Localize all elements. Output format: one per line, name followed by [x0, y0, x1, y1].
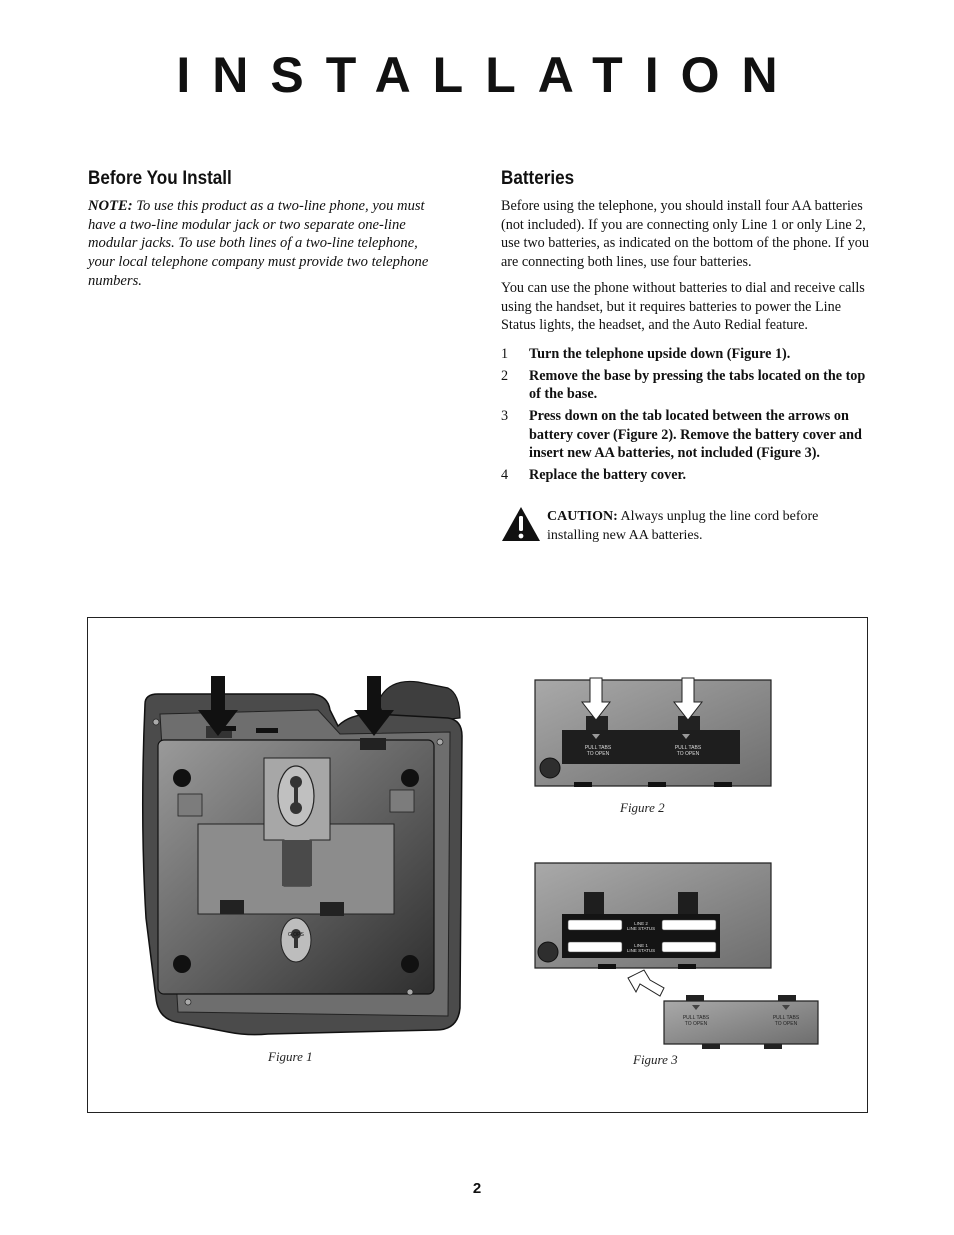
batteries-paragraph-2: You can use the phone without batteries to dial and receive calls using the handset, but it requires batteries to power the Line Status lights, the headset, and the Auto Redial feature. — [501, 279, 865, 334]
pull-tabs-label: TO OPEN — [774, 1021, 798, 1027]
keyhole-label: G OPS — [288, 932, 304, 938]
step-item — [501, 367, 873, 404]
figure-2-caption: Figure 2 — [620, 800, 665, 815]
step-item — [501, 407, 873, 463]
warning-triangle-icon — [501, 506, 541, 542]
figure-2-battery-cover — [535, 678, 771, 787]
caution-text — [547, 507, 873, 545]
figure-3-battery-compartment — [535, 863, 818, 1049]
caution-notice — [501, 507, 873, 545]
pull-tabs-label: TO OPEN — [684, 1021, 708, 1027]
line-status-label: LINE 1 — [634, 943, 648, 948]
pull-tabs-label: PULL TABS — [772, 1015, 800, 1021]
pull-tabs-label: PULL TABS — [584, 745, 612, 751]
step-text: Turn the telephone upside down (Figure 1). — [529, 345, 791, 362]
line-status-label: LINE 2 — [634, 921, 648, 926]
pull-tabs-label: PULL TABS — [682, 1015, 710, 1021]
step-text: Press down on the tab located between the arrows on battery cover (Figure 2). Remove the battery cover and insert new AA batteries, not included (Figure 3). — [529, 408, 862, 462]
step-item — [501, 345, 873, 364]
before-you-install-heading: Before You Install — [88, 168, 232, 189]
note-text: To use this product as a two-line phone, you must have a two-line modular jack or two separate one-line modular jacks. To use both lines of a two-line telephone, your local telephone company must provide two telephone numbers. — [88, 198, 429, 289]
step-number: 3 — [501, 408, 509, 425]
batteries-paragraph-1: Before using the telephone, you should install four AA batteries (not included). If you are connecting only Line 1 or only Line 2, use two batteries, as indicated on the bottom of the phone. If you are connecting both lines, use four batteries. — [501, 198, 869, 271]
before-you-install-section — [88, 168, 444, 291]
pull-tabs-label: TO OPEN — [586, 751, 610, 757]
step-number: 2 — [501, 367, 509, 384]
pull-tabs-label: PULL TABS — [674, 745, 702, 751]
figure-1-phone-bottom — [143, 676, 462, 1035]
caution-label: CAUTION: — [547, 508, 618, 524]
figures-panel — [87, 617, 868, 1113]
note-label: NOTE: — [88, 198, 133, 214]
batteries-section — [501, 168, 873, 545]
figure-3-caption: Figure 3 — [633, 1052, 678, 1067]
step-item — [501, 466, 873, 485]
step-text: Remove the base by pressing the tabs located on the top of the base. — [529, 367, 866, 403]
page-title: INSTALLATION — [176, 47, 800, 103]
figure-1-caption: Figure 1 — [268, 1049, 313, 1064]
step-text: Replace the battery cover. — [529, 467, 687, 484]
page-number: 2 — [472, 1180, 482, 1197]
batteries-heading: Batteries — [501, 168, 575, 189]
pull-tabs-label: TO OPEN — [676, 751, 700, 757]
note-paragraph — [88, 197, 444, 291]
step-number: 4 — [501, 467, 509, 484]
figures-illustration — [88, 618, 869, 1114]
line-status-label: LINE STATUS — [626, 926, 656, 931]
step-number: 1 — [501, 345, 509, 362]
line-status-label: LINE STATUS — [626, 948, 656, 953]
installation-steps — [501, 345, 873, 485]
caution-body: Always unplug the line cord before installing new AA batteries. — [547, 508, 819, 543]
